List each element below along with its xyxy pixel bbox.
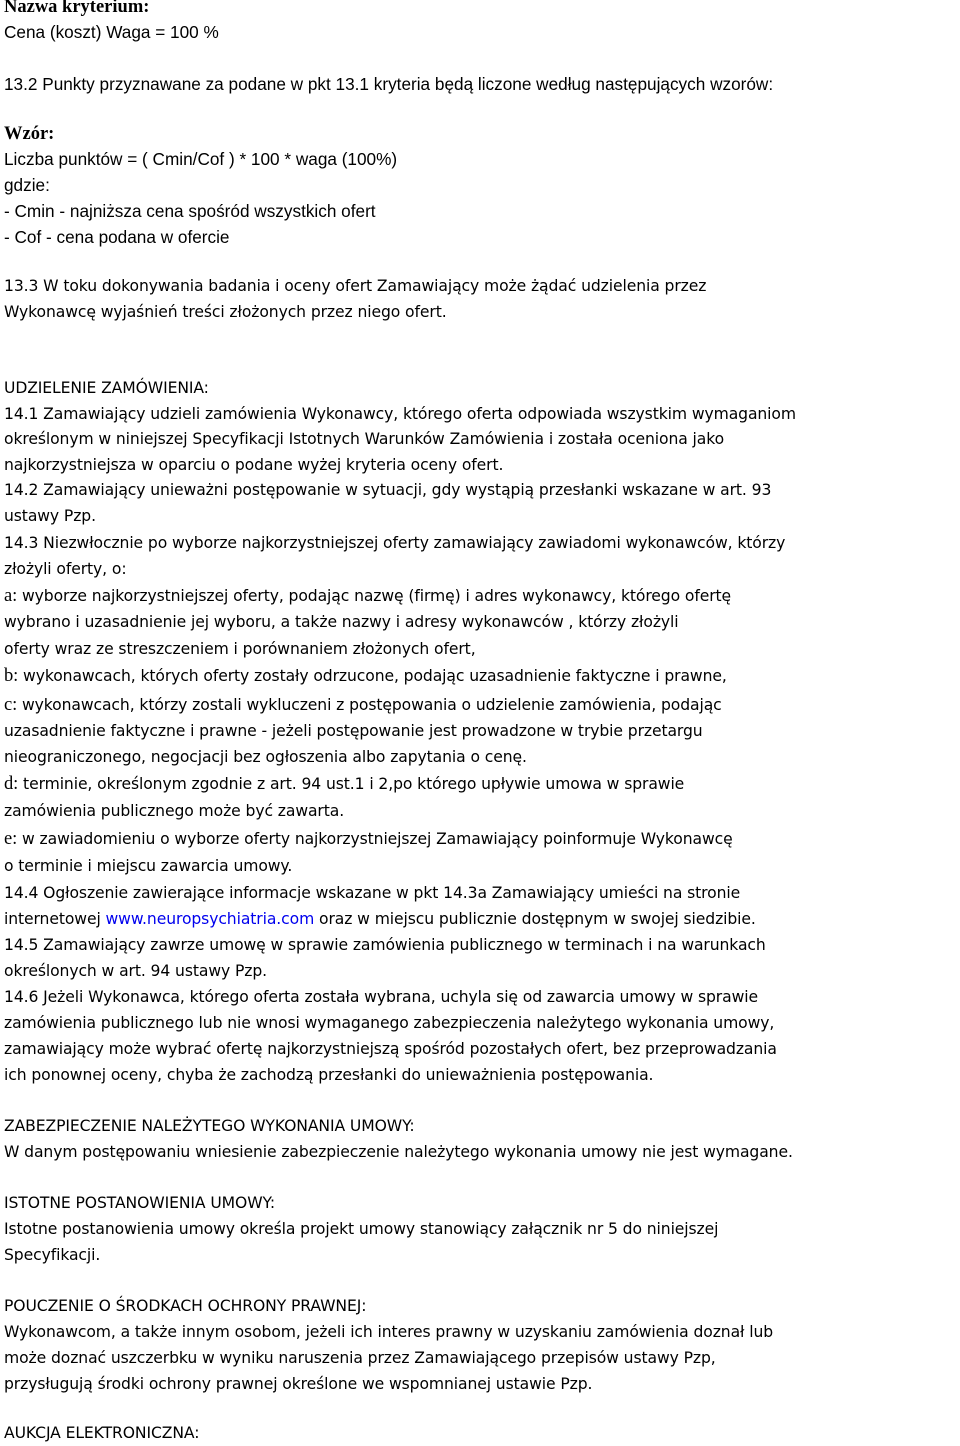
p14-4-text-after: oraz w miejscu publicznie dostępnym w swojej siedzibie. xyxy=(314,910,756,928)
item-d xyxy=(4,774,684,795)
legal-line: może doznać uszczerbku w wyniku naruszenia przez Zamawiającego przepisów ustawy Pzp, xyxy=(4,1349,716,1367)
security-text: W danym postępowaniu wniesienie zabezpieczenie należytego wykonania umowy nie jest wymagane. xyxy=(4,1143,793,1161)
item-b-text: wykonawcach, których oferty zostały odrzucone, podając uzasadnienie faktyczne i prawne, xyxy=(18,667,727,685)
security-heading: ZABEZPIECZENIE NALEŻYTEGO WYKONANIA UMOWY: xyxy=(4,1117,415,1135)
item-c-line: uzasadnienie faktyczne i prawne - jeżeli postępowanie jest prowadzone w trybie przetargu xyxy=(4,722,703,740)
p14-5-line: określonych w art. 94 ustawy Pzp. xyxy=(4,962,268,980)
auction-heading: AUKCJA ELEKTRONICZNA: xyxy=(4,1424,200,1442)
p14-6-line: zamawiający może wybrać ofertę najkorzystniejszą spośród pozostałych ofert, bez przeprowadzania xyxy=(4,1040,777,1058)
formula-line: - Cmin - najniższa cena spośród wszystkich ofert xyxy=(4,201,376,221)
criteria-heading: Nazwa kryterium: xyxy=(4,0,150,17)
p14-6-line: ich ponownej oceny, chyba że zachodzą przesłanki do unieważnienia postępowania. xyxy=(4,1066,654,1084)
p14-2-line: 14.2 Zamawiający unieważni postępowanie w sytuacji, gdy wystąpią przesłanki wskazane w art. 93 xyxy=(4,481,772,499)
item-b xyxy=(4,666,727,687)
p14-1-line: najkorzystniejsza w oparciu o podane wyżej kryteria oceny ofert. xyxy=(4,456,504,474)
item-b-label: b: xyxy=(4,666,19,686)
provisions-line: Specyfikacji. xyxy=(4,1246,101,1264)
p14-4-line: 14.4 Ogłoszenie zawierające informacje wskazane w pkt 14.3a Zamawiający umieści na stronie xyxy=(4,884,741,902)
p14-4-line xyxy=(4,910,756,928)
criteria-weight: Cena (koszt) Waga = 100 % xyxy=(4,22,219,42)
p14-1-line: określonym w niniejszej Specyfikacji Istotnych Warunków Zamówienia i została oceniona jako xyxy=(4,430,725,448)
item-c-label: c: xyxy=(4,695,18,715)
p14-2-line: ustawy Pzp. xyxy=(4,507,96,525)
p14-6-line: zamówienia publicznego lub nie wnosi wymaganego zabezpieczenia należytego wykonania umowy, xyxy=(4,1014,775,1032)
item-e-label: e: xyxy=(4,829,18,849)
p14-1-line: 14.1 Zamawiający udzieli zamówienia Wykonawcy, którego oferta odpowiada wszystkim wymaganiom xyxy=(4,405,796,423)
item-e xyxy=(4,829,733,850)
section-13-3-line: Wykonawcę wyjaśnień treści złożonych przez niego ofert. xyxy=(4,303,447,321)
item-e-text: w zawiadomieniu o wyborze oferty najkorzystniejszej Zamawiający poinformuje Wykonawcę xyxy=(17,830,733,848)
website-link[interactable]: www.neuropsychiatria.com xyxy=(105,910,315,928)
formula-heading: Wzór: xyxy=(4,124,55,144)
section-13-3-line: 13.3 W toku dokonywania badania i oceny ofert Zamawiający może żądać udzielenia przez xyxy=(4,277,707,295)
item-d-text: terminie, określonym zgodnie z art. 94 ust.1 i 2,po którego upływie umowa w sprawie xyxy=(18,775,685,793)
p14-6-line: 14.6 Jeżeli Wykonawca, którego oferta została wybrana, uchyla się od zawarcia umowy w sprawie xyxy=(4,988,758,1006)
p14-3-line: złożyli oferty, o: xyxy=(4,560,127,578)
item-c-text: wykonawcach, którzy zostali wykluczeni z postępowania o udzielenie zamówienia, podając xyxy=(17,696,722,714)
item-d-line: zamówienia publicznego może być zawarta. xyxy=(4,802,345,820)
item-e-line: o terminie i miejscu zawarcia umowy. xyxy=(4,857,293,875)
item-a-label: a: xyxy=(4,586,18,606)
item-c-line: nieograniczonego, negocjacji bez ogłoszenia albo zapytania o cenę. xyxy=(4,748,527,766)
formula-line: Liczba punktów = ( Cmin/Cof ) * 100 * waga (100%) xyxy=(4,149,398,169)
item-a-text: wyborze najkorzystniejszej oferty, podając nazwę (firmę) i adres wykonawcy, którego ofertę xyxy=(17,587,732,605)
p14-3-line: 14.3 Niezwłocznie po wyborze najkorzystniejszej oferty zamawiający zawiadomi wykonawców, którzy xyxy=(4,534,786,552)
item-a-line: wybrano i uzasadnienie jej wyboru, a także nazwy i adresy wykonawców , którzy złożyli xyxy=(4,613,679,631)
provisions-line: Istotne postanowienia umowy określa projekt umowy stanowiący załącznik nr 5 do niniejszej xyxy=(4,1220,719,1238)
item-a-line: oferty wraz ze streszczeniem i porównaniem złożonych ofert, xyxy=(4,640,476,658)
p14-4-text-before: internetowej xyxy=(4,910,106,928)
p14-5-line: 14.5 Zamawiający zawrze umowę w sprawie zamówienia publicznego w terminach i na warunkach xyxy=(4,936,766,954)
award-heading: UDZIELENIE ZAMÓWIENIA: xyxy=(4,379,209,397)
item-d-label: d: xyxy=(4,774,19,794)
formula-line: gdzie: xyxy=(4,175,50,195)
provisions-heading: ISTOTNE POSTANOWIENIA UMOWY: xyxy=(4,1194,276,1212)
legal-heading: POUCZENIE O ŚRODKACH OCHRONY PRAWNEJ: xyxy=(4,1297,367,1315)
legal-line: przysługują środki ochrony prawnej określone we wspomnianej ustawie Pzp. xyxy=(4,1375,593,1393)
formula-line: - Cof - cena podana w ofercie xyxy=(4,227,230,247)
item-c xyxy=(4,695,722,716)
section-13-2: 13.2 Punkty przyznawane za podane w pkt 13.1 kryteria będą liczone według następujących wzorów: xyxy=(4,74,774,94)
legal-line: Wykonawcom, a także innym osobom, jeżeli ich interes prawny w uzyskaniu zamówienia doznał lub xyxy=(4,1323,774,1341)
item-a xyxy=(4,586,731,607)
